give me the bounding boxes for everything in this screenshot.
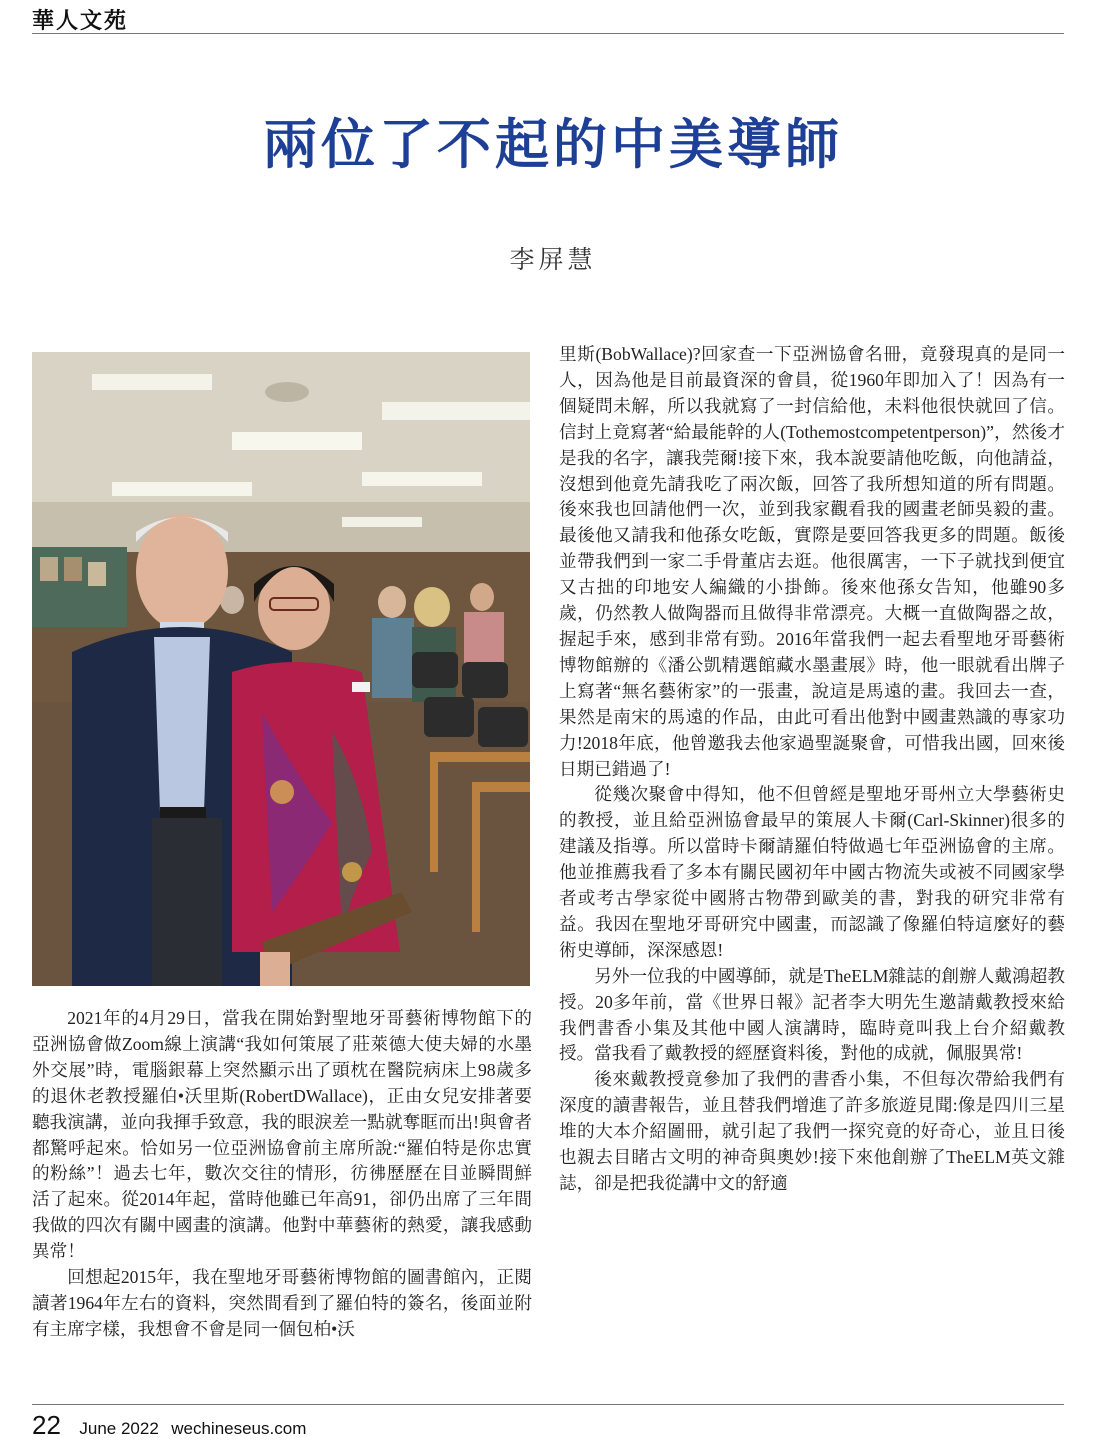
photo-illustration (32, 352, 530, 986)
website-link[interactable]: wechineseus.com (171, 1419, 307, 1438)
issue-date: June 2022 (79, 1419, 159, 1438)
paragraph: 另外一位我的中國導師，就是TheELM雜誌的創辦人戴鴻超教授。20多年前，當《世界日報》記者李大明先生邀請戴教授來給我們書香小集及其他中國人演講時，臨時竟叫我上台介紹戴教授。當我看了戴教授的經歷資料後，對他的成就，佩服異常! (559, 965, 1065, 1064)
paragraph: 回想起2015年，我在聖地牙哥藝術博物館的圖書館內，正閱讀著1964年左右的資料，突然間看到了羅伯特的簽名，後面並附有主席字樣，我想會不會是同一個包柏•沃 (32, 1267, 532, 1339)
paragraph: 2021年的4月29日，當我在開始對聖地牙哥藝術博物館下的亞洲協會做Zoom線上演講“我如何策展了莊萊德大使夫婦的水墨外交展”時，電腦銀幕上突然顯示出了頭枕在醫院病床上98歲多的退休老教授羅伯•沃里斯(RobertDWallace)，正由女兒安排著要聽我演講，並向我揮手致意，我的眼淚差一點就奪眶而出!與會者都驚呼起來。恰如另一位亞洲協會前主席所說:“羅伯特是你忠實的粉絲”！過去七年，數次交往的情形，彷彿歷歷在目並瞬間鮮活了起來。從2014年起，當時他雖已年高91，卻仍出席了三年間我做的四次有關中國畫的演講。他對中華藝術的熱愛，讓我感動異常！ (32, 1008, 532, 1262)
article-title: 兩位了不起的中美導師 (263, 113, 843, 176)
paragraph: 從幾次聚會中得知，他不但曾經是聖地牙哥州立大學藝術史的教授，並且給亞洲協會最早的策展人卡爾(Carl-Skinner)很多的建議及指導。所以當時卡爾請羅伯特做過七年亞洲協會的主席。他並推薦我看了多本有關民國初年中國古物流失或被不同國家學者或考古學家從中國將古物帶到歐美的書，對我的研究非常有益。我因在聖地牙哥研究中國畫，而認識了像羅伯特這麼好的藝術史導師，深深感恩! (559, 784, 1065, 960)
article-column-left (32, 1006, 532, 1343)
paragraph: 里斯(BobWallace)?回家查一下亞洲協會名冊，竟發現真的是同一人，因為他是目前最資深的會員，從1960年即加入了！因為有一個疑問未解，所以我就寫了一封信給他，未料他很快就回了信。信封上竟寫著“給最能幹的人(Tothemostcompetentperson)”，然後才是我的名字，讓我莞爾!接下來，我本說要請他吃飯，向他請益，沒想到他竟先請我吃了兩次飯，回答了我所想知道的所有問題。後來我也回請他們一次，並到我家觀看我的國畫老師吳毅的畫。最後他又請我和他孫女吃飯，實際是要回答我更多的問題。飯後並帶我們到一家二手骨董店去逛。他很厲害，一下子就找到便宜又古拙的印地安人編織的小掛飾。後來他孫女告知，他雖90多歲，仍然教人做陶器而且做得非常漂亮。大概一直做陶器之故，握起手來，感到非常有勁。2016年當我們一起去看聖地牙哥藝術博物館辦的《潘公凱精選館藏水墨畫展》時，他一眼就看出牌子上寫著“無名藝術家”的一張畫，說這是馬遠的畫。我回去一查，果然是南宋的馬遠的作品，由此可看出他對中國畫熟識的專家功力!2018年底，他曾邀我去他家過聖誕聚會，可惜我出國，回來後日期已錯過了! (559, 344, 1065, 779)
page-number: 22 (32, 1410, 61, 1440)
header-divider (32, 33, 1064, 34)
article-column-right (559, 342, 1065, 1197)
page-footer (32, 1410, 314, 1441)
article-photo (32, 352, 530, 986)
footer-divider (32, 1404, 1064, 1405)
paragraph: 後來戴教授竟參加了我們的書香小集，不但每次帶給我們有深度的讀書報告，並且替我們增進了許多旅遊見聞:像是四川三星堆的大本介紹圖冊，就引起了我們一探究竟的好奇心，並且日後也親去目睹古文明的神奇與奧妙!接下來他創辦了TheELM英文雜誌，卻是把我從講中文的舒適 (559, 1069, 1065, 1193)
article-author: 李屏慧 (509, 245, 597, 274)
section-header: 華人文苑 (32, 8, 129, 33)
